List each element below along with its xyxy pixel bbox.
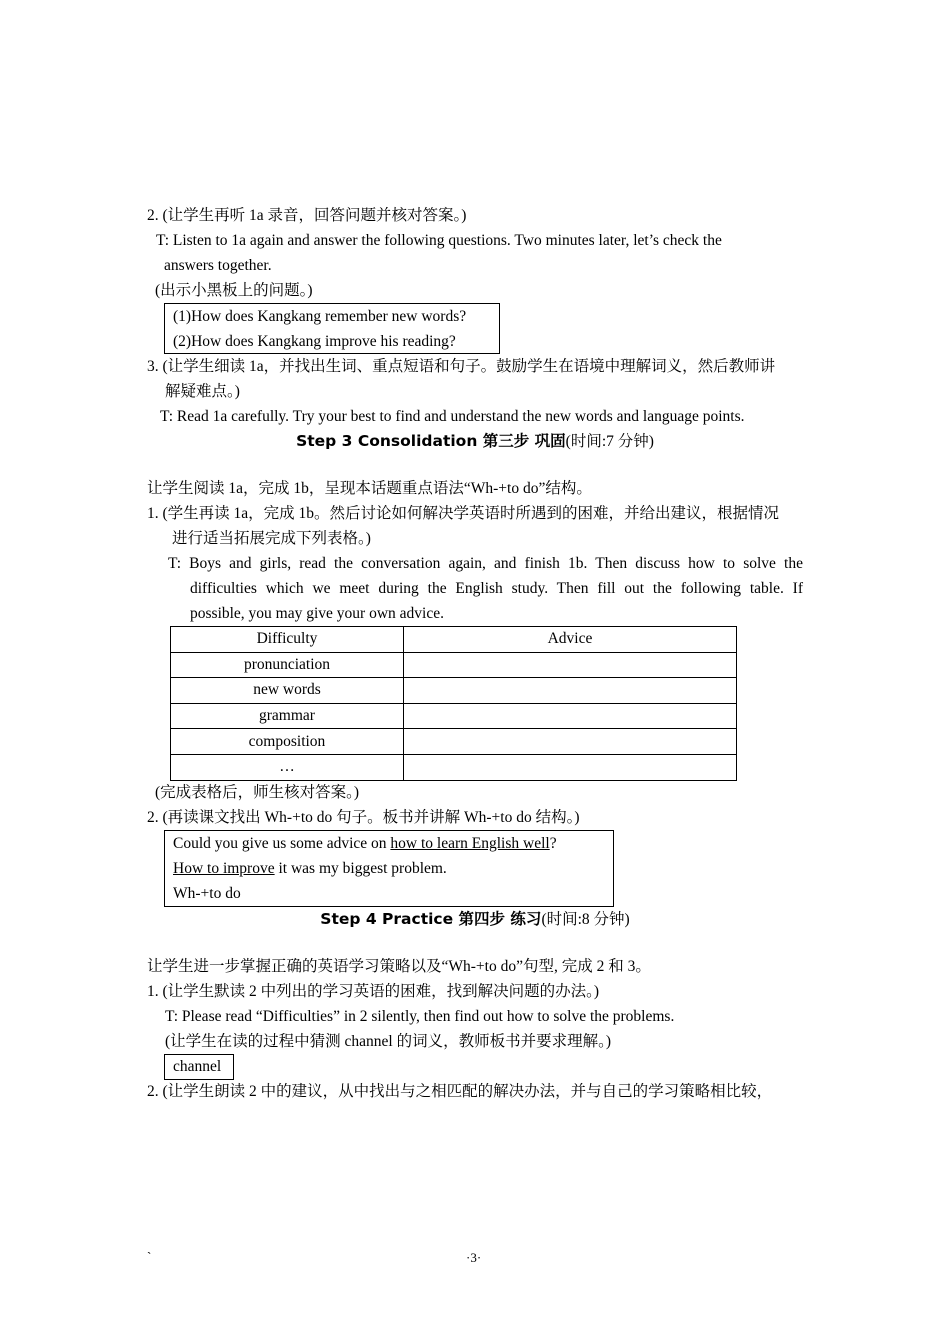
sentence-text: ? bbox=[549, 835, 557, 852]
example-sentence-1 bbox=[173, 831, 605, 856]
header-advice: Advice bbox=[404, 627, 737, 653]
step4-item2: 2. (让学生朗读 2 中的建议，从中找出与之相匹配的解决办法，并与自己的学习策略相比较， bbox=[147, 1083, 773, 1100]
step3-heading bbox=[0, 430, 950, 453]
advice-cell bbox=[404, 703, 737, 729]
page-number: ·3· bbox=[466, 1250, 482, 1265]
difficulty-cell: grammar bbox=[171, 703, 404, 729]
step2-item3-cont: 解疑难点。) bbox=[165, 383, 240, 400]
table-row bbox=[171, 703, 737, 729]
step4-time: (时间:8 分钟) bbox=[541, 911, 630, 928]
step4-intro: 让学生进一步掌握正确的英语学习策略以及“Wh-+to do”句型, 完成 2 和 3。 bbox=[147, 958, 651, 975]
table-row bbox=[171, 652, 737, 678]
header-difficulty: Difficulty bbox=[171, 627, 404, 653]
note-blackboard: (出示小黑板上的问题。) bbox=[155, 282, 313, 299]
difficulty-table bbox=[170, 626, 737, 781]
difficulty-cell: new words bbox=[171, 678, 404, 704]
channel-box bbox=[164, 1054, 234, 1080]
table-row bbox=[171, 754, 737, 780]
structure-formula: Wh-+to do bbox=[173, 885, 241, 902]
step3-item1-cont: 进行适当拓展完成下列表格。) bbox=[172, 530, 371, 547]
step3-teacher-line3: possible, you may give your own advice. bbox=[190, 605, 444, 622]
advice-cell bbox=[404, 729, 737, 755]
step4-title: Step 4 Practice 第四步 练习 bbox=[320, 910, 542, 928]
questions-box bbox=[164, 303, 500, 354]
teacher-read-line: T: Read 1a carefully. Try your best to find and understand the new words and language points. bbox=[160, 408, 745, 425]
teacher-line: T: Listen to 1a again and answer the following questions. Two minutes later, let’s check the bbox=[156, 232, 722, 249]
sentence-text: Could you give us some advice on bbox=[173, 835, 391, 852]
step3-item2: 2. (再读课文找出 Wh-+to do 句子。板书并讲解 Wh-+to do 结构。) bbox=[147, 809, 580, 826]
difficulty-cell: … bbox=[171, 754, 404, 780]
sentence-text: it was my biggest problem. bbox=[274, 860, 447, 877]
step3-intro: 让学生阅读 1a，完成 1b，呈现本话题重点语法“Wh-+to do”结构。 bbox=[147, 480, 592, 497]
step4-teacher-line: T: Please read “Difficulties” in 2 silently, then find out how to solve the problems. bbox=[165, 1008, 675, 1025]
step4-heading bbox=[0, 908, 950, 931]
question-2: (2)How does Kangkang improve his reading? bbox=[173, 333, 456, 350]
underlined-phrase: How to improve bbox=[173, 860, 275, 877]
step3-teacher-line1: T: Boys and girls, read the conversation again, and finish 1b. Then discuss how to solve the bbox=[168, 555, 803, 572]
channel-word: channel bbox=[173, 1058, 222, 1075]
step3-teacher-line2: difficulties which we meet during the English study. Then fill out the following table. If bbox=[190, 580, 803, 597]
difficulty-cell: pronunciation bbox=[171, 652, 404, 678]
advice-cell bbox=[404, 754, 737, 780]
step2-item2: 2. (让学生再听 1a 录音，回答问题并核对答案。) bbox=[147, 207, 467, 224]
step3-item1: 1. (学生再读 1a，完成 1b。然后讨论如何解决学英语时所遇到的困难，并给出建议，根据情况 bbox=[147, 505, 780, 522]
difficulty-cell: composition bbox=[171, 729, 404, 755]
step3-title: Step 3 Consolidation 第三步 巩固 bbox=[296, 432, 566, 450]
table-row bbox=[171, 729, 737, 755]
step3-time: (时间:7 分钟) bbox=[565, 433, 654, 450]
advice-cell bbox=[404, 652, 737, 678]
teacher-line-cont: answers together. bbox=[164, 257, 272, 274]
underlined-phrase: how to learn English well bbox=[390, 835, 550, 852]
step2-item3: 3. (让学生细读 1a，并找出生词、重点短语和句子。鼓励学生在语境中理解词义，然后教师讲 bbox=[147, 358, 776, 375]
step4-item1: 1. (让学生默读 2 中列出的学习英语的困难，找到解决问题的办法。) bbox=[147, 983, 600, 1000]
footer-mark: ` bbox=[147, 1249, 152, 1264]
wh-to-do-box bbox=[164, 830, 614, 907]
table-header-row bbox=[171, 627, 737, 653]
question-1: (1)How does Kangkang remember new words? bbox=[173, 308, 467, 325]
example-sentence-2 bbox=[173, 856, 605, 881]
after-table-note: (完成表格后，师生核对答案。) bbox=[155, 784, 360, 801]
table-row bbox=[171, 678, 737, 704]
step4-note: (让学生在读的过程中猜测 channel 的词义，教师板书并要求理解。) bbox=[165, 1033, 612, 1050]
advice-cell bbox=[404, 678, 737, 704]
